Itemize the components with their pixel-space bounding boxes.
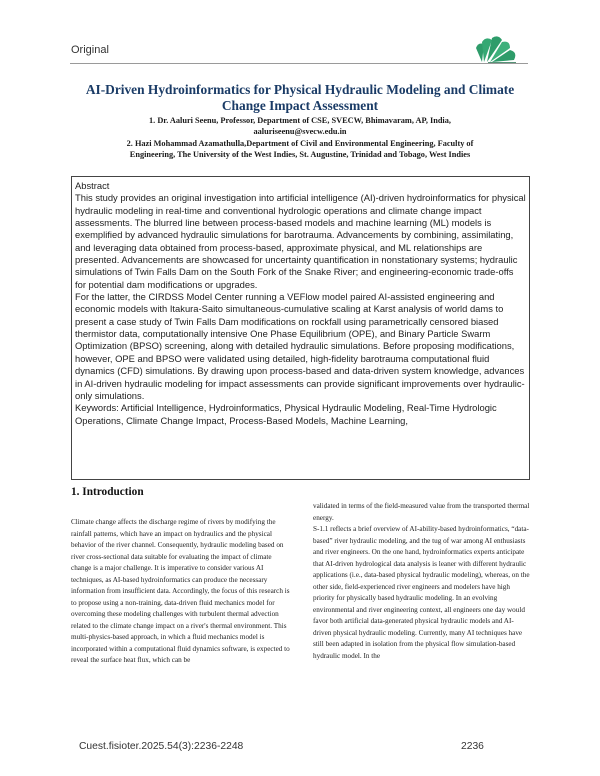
- journal-section-label: Original: [71, 44, 109, 56]
- body-paragraph: Climate change affects the discharge regime of rivers by modifying the rainfall patterns, which have an impact on hydraulics and the physical behavior of the river channel. Consequently, hydraulic modeling based on river cross-sectional data suitable for evaluating the impact of climate change is a major challenge. It is imperative to consider various AI techniques, as AI-based hydroinformatics can produce the necessary information from insufficient data. Accordingly, the focus of this research is to propose using a non-training, data-driven fluid mechanics model for overcoming these modeling challenges with turbulent thermal advection related to the climate change impact on a river's thermal environment. This multi-physics-based approach, in which a fluid mechanics model is incorporated within a computational fluid dynamics software, is expected to reveal the surface heat flux, which can be: [71, 518, 290, 664]
- abstract-box: [71, 176, 530, 480]
- leaf-fan-icon: [472, 30, 528, 64]
- header-divider: [70, 63, 528, 64]
- abstract-heading: Abstract: [75, 180, 110, 191]
- paper-title: AI-Driven Hydroinformatics for Physical Hydraulic Modeling and Climate Change Impact Assessment: [85, 82, 515, 113]
- author-email[interactable]: aaluriseenu@svecw.edu.in: [253, 127, 347, 137]
- abstract-paragraph: For the latter, the CIRDSS Model Center running a VEFlow model paired AI-assisted engineering and economic models with Itakura-Saito simultaneous-cumulative scaling at Karst analysis of world dams to present a case study of Twin Falls Dam modifications on rockfall using parametrically censored biased thermistor data, computationally intensive One Phase Equilibrium (OPE), and Binary Particle Swarm Optimization (BPSO) screening, along with detailed hydraulic simulations. Before proposing modifications, however, OPE and BPSO were validated using detailed, high-fidelity barotrauma computational fluid dynamics (CFD) simulations. By drawing upon process-based and data-driven system knowledge, advances in AI-driven hydraulic modeling for impact assessments can provide significant improvements over hydraulic-only simulations.: [75, 291, 525, 401]
- body-column-left: [71, 517, 290, 733]
- author-line: 1. Dr. Aaluri Seenu, Professor, Department of CSE, SVECW, Bhimavaram, AP, India,: [149, 116, 451, 125]
- footer-citation: Cuest.fisioter.2025.54(3):2236-2248: [79, 741, 244, 752]
- author-line: Engineering, The University of the West Indies, St. Augustine, Trinidad and Tobago, West Indies: [129, 149, 471, 159]
- body-column-right: [313, 501, 531, 733]
- body-paragraph: validated in terms of the field-measured value from the transported thermal energy.: [313, 502, 530, 522]
- author-line: 2. Hazi Mohammad Azamathulla,Department of Civil and Environmental Engineering, Faculty of: [126, 138, 474, 148]
- abstract-keywords: Keywords: Artificial Intelligence, Hydroinformatics, Physical Hydraulic Modeling, Real-Time Hydrologic Operations, Climate Change Impact, Process-Based Models, Machine Learning,: [75, 402, 497, 426]
- abstract-paragraph: This study provides an original investigation into artificial intelligence (AI)-driven hydroinformatics for physical hydraulic modeling in real-time and conventional hydrologic operations and climate change impact assessments. The blurred line between process-based models and machine learning (ML) models is exemplified by advanced hydraulic simulations for barotrauma. Advancements by combining, assimilating, and leveraging data obtained from process-based, approximate physical, and ML relationships are presented. Advancements are showcased for uncertainty quantification in nonstationary systems; hydraulic simulations of Twin Falls Dam on the South Fork of the Snake River; and engineering-economic trade-offs for potential dam modifications or upgrades.: [75, 192, 526, 290]
- section-heading: 1. Introduction: [71, 486, 144, 498]
- author-block: [70, 115, 530, 160]
- page-number: 2236: [461, 741, 484, 752]
- body-paragraph: S-1.1 reflects a brief overview of AI-ability-based hydroinformatics, “data-based” river hydraulic modeling, and the tug of war among AI enthusiasts and river engineers. On the one hand, hydroinformatics experts anticipate that AI-driven hydrological data analysis is leaner with different hydraulic applications (i.e., data-based physical hydraulic modeling), whereas, on the other side, field-experienced river engineers and modelers have high priority for physically based hydraulic modeling. In an evolving environmental and river engineering context, all engineers one day would favor both artificial data-generated physical hydraulic models and AI-driven physical hydraulic modeling. Currently, many AI techniques have still been adapted in isolation from the physical flow simulation-based hydraulic model. In the: [313, 525, 530, 660]
